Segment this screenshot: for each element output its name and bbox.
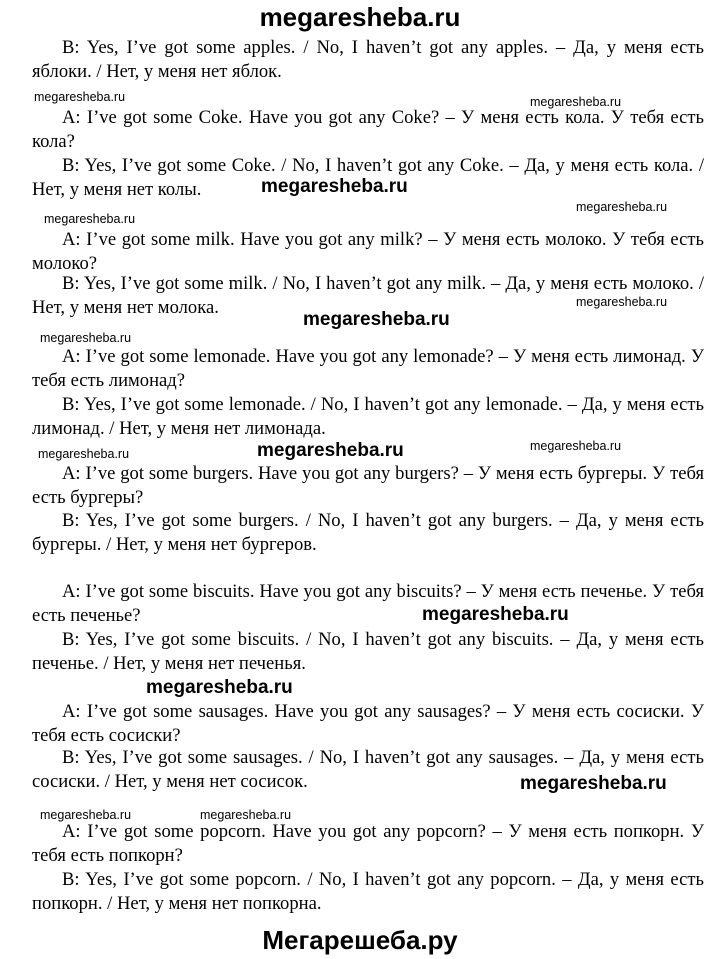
watermark-bold: megaresheba.ru xyxy=(422,604,569,625)
watermark-small: megaresheba.ru xyxy=(530,95,622,109)
paragraph-15: B: Yes, I’ve got some popcorn. / No, I haven’t got any popcorn. – Да, у меня есть попкорн. / Нет, у меня нет попкорна. xyxy=(32,869,704,914)
paragraph-14: A: I’ve got some popcorn. Have you got any popcorn? – У меня есть попкорн. У тебя есть попкорн? xyxy=(32,821,704,866)
watermark-bold: megaresheba.ru xyxy=(520,773,667,794)
paragraph-4: A: I’ve got some milk. Have you got any milk? – У меня есть молоко. У тебя есть молоко? xyxy=(32,229,704,274)
paragraph-1: B: Yes, I’ve got some apples. / No, I haven’t got any apples. – Да, у меня есть яблоки. / Нет, у меня нет яблок. xyxy=(32,37,704,82)
paragraph-2: A: I’ve got some Coke. Have you got any Coke? – У меня есть кола. У тебя есть кола? xyxy=(32,107,704,152)
paragraph-12: A: I’ve got some sausages. Have you got any sausages? – У меня есть сосиски. У тебя есть сосиски? xyxy=(32,701,704,746)
paragraph-7: B: Yes, I’ve got some lemonade. / No, I haven’t got any lemonade. – Да, у меня есть лимонад. / Нет, у меня нет лимонада. xyxy=(32,394,704,439)
watermark-small: megaresheba.ru xyxy=(576,295,668,309)
paragraph-8: A: I’ve got some burgers. Have you got any burgers? – У меня есть бургеры. У тебя есть бургеры? xyxy=(32,463,704,508)
watermark-small: megaresheba.ru xyxy=(576,200,668,214)
watermark-small: megaresheba.ru xyxy=(530,439,622,453)
watermark-small: megaresheba.ru xyxy=(200,808,292,822)
watermark-bold: megaresheba.ru xyxy=(257,440,404,461)
header-watermark: megaresheba.ru xyxy=(259,2,461,32)
watermark-small: megaresheba.ru xyxy=(38,447,130,461)
watermark-bold: megaresheba.ru xyxy=(303,309,450,330)
watermark-small: megaresheba.ru xyxy=(40,331,132,345)
watermark-small: megaresheba.ru xyxy=(40,808,132,822)
watermark-bold: megaresheba.ru xyxy=(146,677,293,698)
watermark-bold: megaresheba.ru xyxy=(261,176,408,197)
watermark-small: megaresheba.ru xyxy=(44,212,136,226)
paragraph-11: B: Yes, I’ve got some biscuits. / No, I haven’t got any biscuits. – Да, у меня есть печенье. / Нет, у меня нет печенья. xyxy=(32,629,704,674)
paragraph-13: B: Yes, I’ve got some sausages. / No, I haven’t got any sausages. – Да, у меня есть сосиски. / Нет, у меня нет сосисок. xyxy=(32,747,704,792)
paragraph-5: B: Yes, I’ve got some milk. / No, I haven’t got any milk. – Да, у меня есть молоко. / Нет, у меня нет молока. xyxy=(32,273,704,318)
paragraph-3: B: Yes, I’ve got some Coke. / No, I haven’t got any Coke. – Да, у меня есть кола. / Нет, у меня нет колы. xyxy=(32,155,704,200)
watermark-small: megaresheba.ru xyxy=(34,90,126,104)
footer-watermark: Мегарешеба.ру xyxy=(262,925,458,955)
paragraph-6: A: I’ve got some lemonade. Have you got any lemonade? – У меня есть лимонад. У тебя есть лимонад? xyxy=(32,346,704,391)
paragraph-9: B: Yes, I’ve got some burgers. / No, I haven’t got any burgers. – Да, у меня есть бургеры. / Нет, у меня нет бургеров. xyxy=(32,510,704,555)
paragraph-10: A: I’ve got some biscuits. Have you got any biscuits? – У меня есть печенье. У тебя есть печенье? xyxy=(32,581,704,626)
